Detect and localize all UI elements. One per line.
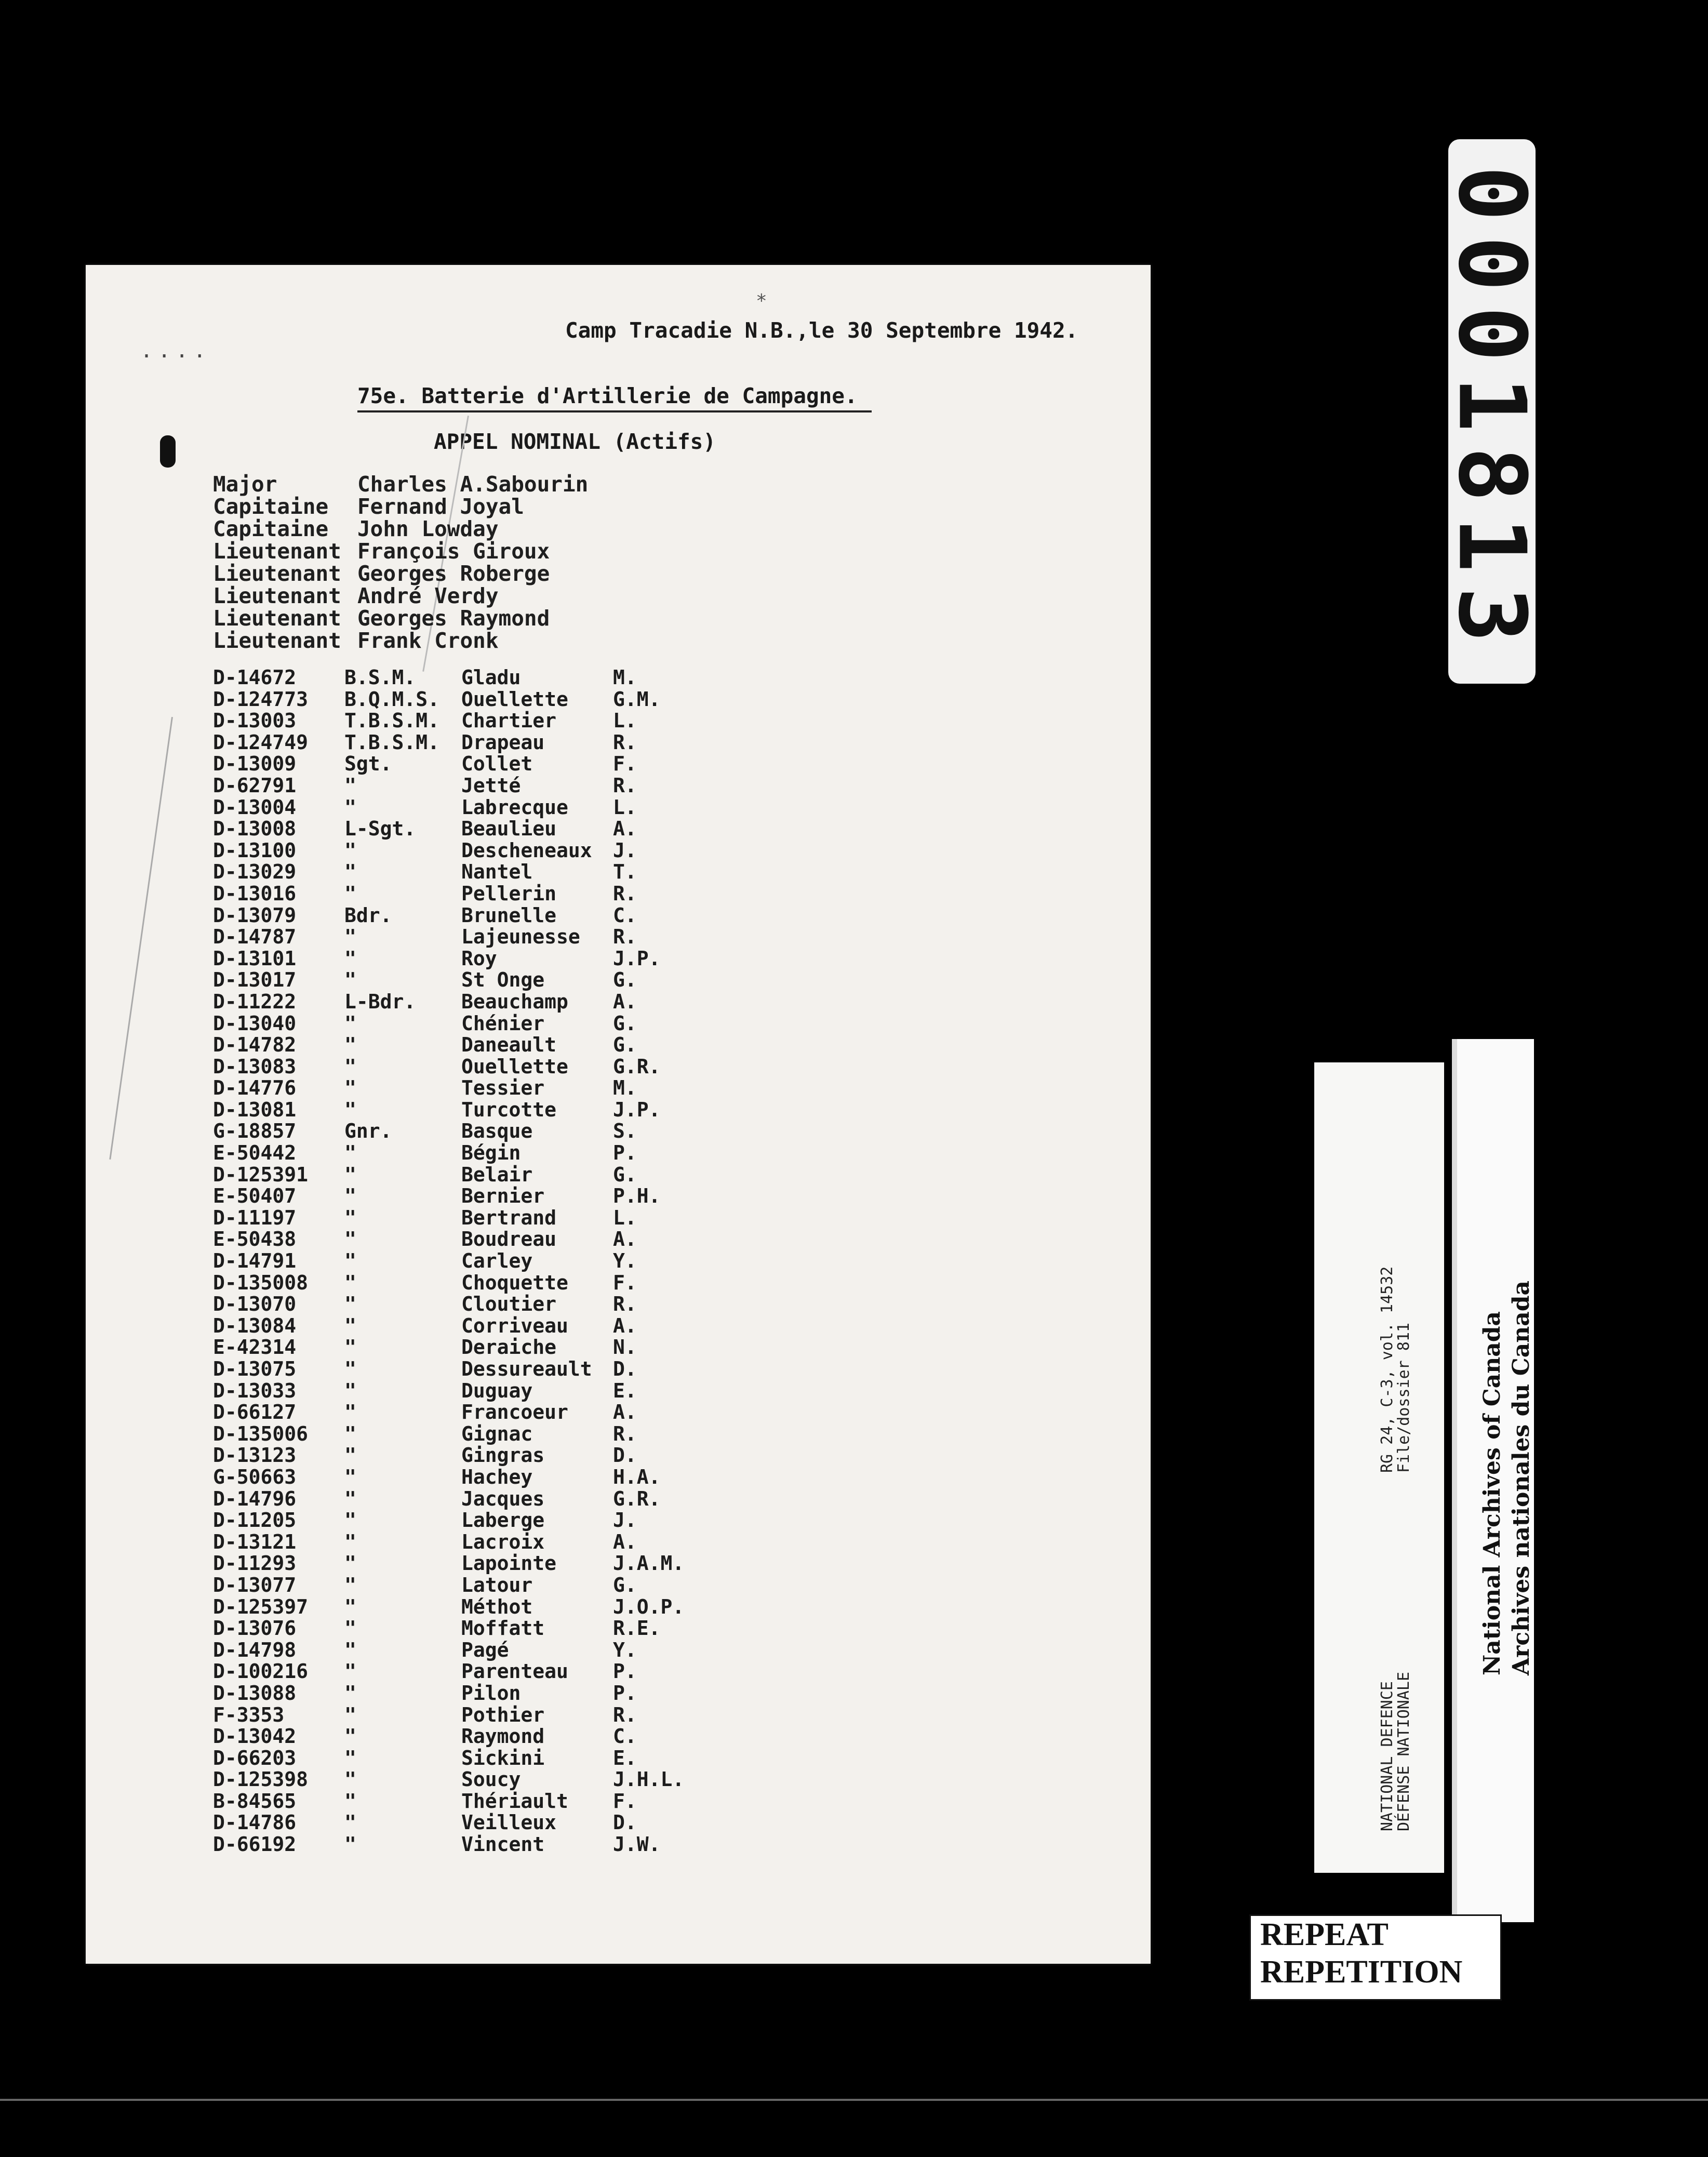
reference-label [1314, 1062, 1444, 1873]
surname: Beaulieu [461, 817, 557, 841]
surname: Gladu [461, 666, 521, 689]
officer-rank: Capitaine [213, 516, 329, 541]
rank: T.B.S.M. [344, 730, 440, 754]
repeat-line-1: REPEAT [1260, 1917, 1389, 1952]
surname: Bégin [461, 1141, 521, 1165]
surname: Ouellette [461, 687, 568, 711]
surname: Francoeur [461, 1401, 568, 1424]
rank: " [344, 1271, 356, 1294]
rank: " [344, 1573, 356, 1596]
unit-underline [357, 410, 872, 412]
service-number: F-3353 [213, 1703, 285, 1726]
rank: " [344, 774, 356, 797]
initials: G. [613, 1573, 637, 1596]
reference-label-department: NATIONAL DEFENCE DÉFENSE NATIONALE [1378, 1671, 1413, 1831]
service-number: D-13101 [213, 947, 297, 970]
surname: Ouellette [461, 1055, 568, 1078]
initials: Y. [613, 1638, 637, 1661]
surname: Deraiche [461, 1336, 557, 1359]
rank: " [344, 1249, 356, 1273]
service-number: D-11205 [213, 1509, 297, 1532]
margin-dots: .... [140, 339, 211, 363]
surname: Sickini [461, 1746, 545, 1769]
surname: Choquette [461, 1271, 568, 1294]
initials: R. [613, 882, 637, 905]
surname: Daneault [461, 1033, 557, 1057]
rank: " [344, 1055, 356, 1078]
service-number: D-13042 [213, 1725, 297, 1748]
initials: P. [613, 1681, 637, 1705]
rank: " [344, 1379, 356, 1402]
pin-mark: * [756, 290, 767, 312]
surname: Moffatt [461, 1617, 545, 1640]
initials: M. [613, 1076, 637, 1100]
rank: " [344, 1033, 356, 1057]
rank: " [344, 1184, 356, 1208]
rank: " [344, 1638, 356, 1661]
service-number: D-14791 [213, 1249, 297, 1273]
officer-rank: Major [213, 472, 277, 497]
initials: C. [613, 903, 637, 927]
service-number: D-66192 [213, 1833, 297, 1856]
service-number: D-13084 [213, 1314, 297, 1337]
rank: " [344, 1076, 356, 1100]
rank: " [344, 882, 356, 905]
surname: Veilleux [461, 1811, 557, 1834]
officer-name: François Giroux [357, 539, 550, 564]
initials: J. [613, 838, 637, 862]
frame-number-stamp [1438, 139, 1546, 684]
service-number: D-13009 [213, 752, 297, 776]
rank: " [344, 1552, 356, 1575]
rank: " [344, 1487, 356, 1510]
rank: T.B.S.M. [344, 709, 440, 733]
surname: Soucy [461, 1768, 521, 1791]
initials: G.R. [613, 1487, 661, 1510]
initials: J.W. [613, 1833, 661, 1856]
surname: Boudreau [461, 1228, 557, 1251]
surname: Collet [461, 752, 533, 776]
initials: N. [613, 1336, 637, 1359]
initials: R. [613, 730, 637, 754]
initials: G.R. [613, 1055, 661, 1078]
rank: " [344, 860, 356, 884]
surname: Basque [461, 1120, 533, 1143]
rank: " [344, 1293, 356, 1316]
officer-name: John Lowday [357, 516, 499, 541]
initials: L. [613, 795, 637, 819]
service-number: D-13081 [213, 1098, 297, 1121]
rank: " [344, 1228, 356, 1251]
repeat-line-2: REPETITION [1260, 1954, 1463, 1990]
rank: " [344, 1530, 356, 1553]
surname: Pellerin [461, 882, 557, 905]
rank: " [344, 1336, 356, 1359]
surname: Turcotte [461, 1098, 557, 1121]
service-number: D-14672 [213, 666, 297, 689]
surname: Thériault [461, 1789, 568, 1813]
service-number: D-125391 [213, 1163, 309, 1186]
officer-name: Georges Roberge [357, 561, 550, 586]
initials: D. [613, 1357, 637, 1380]
officer-name: Frank Cronk [357, 628, 499, 653]
rank: " [344, 1422, 356, 1445]
officer-rank: Lieutenant [213, 606, 341, 631]
service-number: E-50438 [213, 1228, 297, 1251]
surname: Gignac [461, 1422, 533, 1445]
service-number: D-13070 [213, 1293, 297, 1316]
initials: E. [613, 1379, 637, 1402]
service-number: D-13040 [213, 1011, 297, 1035]
repeat-stamp [1249, 1914, 1502, 2001]
surname: Lapointe [461, 1552, 557, 1575]
service-number: E-42314 [213, 1336, 297, 1359]
service-number: D-13083 [213, 1055, 297, 1078]
rank: B.S.M. [344, 666, 416, 689]
service-number: D-13003 [213, 709, 297, 733]
surname: Beauchamp [461, 990, 568, 1013]
officer-name: Georges Raymond [357, 606, 550, 631]
surname: Latour [461, 1573, 533, 1596]
service-number: D-13121 [213, 1530, 297, 1553]
rank: " [344, 1163, 356, 1186]
rank: " [344, 1595, 356, 1618]
surname: Carley [461, 1249, 533, 1273]
service-number: D-13004 [213, 795, 297, 819]
rank: B.Q.M.S. [344, 687, 440, 711]
initials: F. [613, 1271, 637, 1294]
surname: Belair [461, 1163, 533, 1186]
service-number: D-124749 [213, 730, 309, 754]
service-number: D-14796 [213, 1487, 297, 1510]
surname: Bertrand [461, 1206, 557, 1229]
service-number: D-14787 [213, 925, 297, 949]
officer-rank: Lieutenant [213, 583, 341, 608]
surname: Lacroix [461, 1530, 545, 1553]
service-number: D-11222 [213, 990, 297, 1013]
officer-rank: Capitaine [213, 494, 329, 519]
initials: R. [613, 1703, 637, 1726]
service-number: D-13016 [213, 882, 297, 905]
service-number: D-66203 [213, 1746, 297, 1769]
initials: F. [613, 752, 637, 776]
surname: Hachey [461, 1465, 533, 1488]
initials: R. [613, 1422, 637, 1445]
service-number: D-13100 [213, 838, 297, 862]
service-number: D-14782 [213, 1033, 297, 1057]
surname: Laberge [461, 1509, 545, 1532]
officer-name: Charles A.Sabourin [357, 472, 589, 497]
dateline: Camp Tracadie N.B.,le 30 Septembre 1942. [565, 318, 1078, 343]
service-number: B-84565 [213, 1789, 297, 1813]
service-number: D-13033 [213, 1379, 297, 1402]
rank: Bdr. [344, 903, 392, 927]
rank: " [344, 1314, 356, 1337]
rank: L-Sgt. [344, 817, 416, 841]
initials: R. [613, 925, 637, 949]
rank: " [344, 1703, 356, 1726]
service-number: D-125398 [213, 1768, 309, 1791]
surname: Descheneaux [461, 838, 592, 862]
surname: Chartier [461, 709, 557, 733]
reference-label-file: RG 24, C-3, vol. 14532 File/dossier 811 [1378, 1266, 1413, 1473]
service-number: D-13076 [213, 1617, 297, 1640]
initials: G. [613, 1011, 637, 1035]
surname: Jetté [461, 774, 521, 797]
rank: " [344, 1206, 356, 1229]
initials: L. [613, 1206, 637, 1229]
service-number: D-66127 [213, 1401, 297, 1424]
archive-label-text: National Archives of Canada Archives nationales du Canada [1479, 1280, 1534, 1675]
rank: L-Bdr. [344, 990, 416, 1013]
initials: P.H. [613, 1184, 661, 1208]
service-number: G-18857 [213, 1120, 297, 1143]
rank: " [344, 925, 356, 949]
initials: L. [613, 709, 637, 733]
service-number: D-13008 [213, 817, 297, 841]
unit-title: 75e. Batterie d'Artillerie de Campagne. [357, 383, 858, 408]
initials: J.O.P. [613, 1595, 685, 1618]
initials: F. [613, 1789, 637, 1813]
surname: Duguay [461, 1379, 533, 1402]
rank: " [344, 947, 356, 970]
rank: " [344, 1011, 356, 1035]
rank: " [344, 838, 356, 862]
initials: G.M. [613, 687, 661, 711]
initials: G. [613, 968, 637, 992]
rank: " [344, 1444, 356, 1467]
rank: " [344, 1789, 356, 1813]
surname: Vincent [461, 1833, 545, 1856]
surname: Pothier [461, 1703, 545, 1726]
initials: A. [613, 1530, 637, 1553]
initials: A. [613, 1228, 637, 1251]
service-number: D-100216 [213, 1660, 309, 1683]
service-number: D-11197 [213, 1206, 297, 1229]
service-number: E-50442 [213, 1141, 297, 1165]
initials: E. [613, 1746, 637, 1769]
surname: Labrecque [461, 795, 568, 819]
officer-name: André Verdy [357, 583, 499, 608]
initials: S. [613, 1120, 637, 1143]
surname: Brunelle [461, 903, 557, 927]
service-number: D-62791 [213, 774, 297, 797]
service-number: D-13017 [213, 968, 297, 992]
initials: J.P. [613, 947, 661, 970]
service-number: D-14798 [213, 1638, 297, 1661]
initials: A. [613, 817, 637, 841]
initials: A. [613, 990, 637, 1013]
surname: Bernier [461, 1184, 545, 1208]
surname: Drapeau [461, 730, 545, 754]
surname: Corriveau [461, 1314, 568, 1337]
surname: Jacques [461, 1487, 545, 1510]
initials: R. [613, 774, 637, 797]
service-number: D-13123 [213, 1444, 297, 1467]
service-number: D-11293 [213, 1552, 297, 1575]
initials: J.H.L. [613, 1768, 685, 1791]
service-number: D-124773 [213, 687, 309, 711]
officer-rank: Lieutenant [213, 539, 341, 564]
rank: " [344, 1098, 356, 1121]
surname: Gingras [461, 1444, 545, 1467]
surname: Pilon [461, 1681, 521, 1705]
rank: " [344, 1617, 356, 1640]
punch-hole [160, 435, 176, 468]
rank: " [344, 1141, 356, 1165]
service-number: D-135008 [213, 1271, 309, 1294]
surname: Cloutier [461, 1293, 557, 1316]
service-number: D-13079 [213, 903, 297, 927]
initials: Y. [613, 1249, 637, 1273]
initials: M. [613, 666, 637, 689]
initials: R. [613, 1293, 637, 1316]
initials: A. [613, 1401, 637, 1424]
initials: P. [613, 1141, 637, 1165]
rank: " [344, 1401, 356, 1424]
rank: " [344, 1746, 356, 1769]
officer-name: Fernand Joyal [357, 494, 524, 519]
surname: Raymond [461, 1725, 545, 1748]
initials: J.P. [613, 1098, 661, 1121]
rank: Sgt. [344, 752, 392, 776]
rank: " [344, 1768, 356, 1791]
service-number: D-135006 [213, 1422, 309, 1445]
initials: J. [613, 1509, 637, 1532]
surname: Chénier [461, 1011, 545, 1035]
archive-label [1452, 1039, 1534, 1922]
rank: " [344, 1811, 356, 1834]
initials: J.A.M. [613, 1552, 685, 1575]
service-number: D-13077 [213, 1573, 297, 1596]
surname: Pagé [461, 1638, 509, 1661]
rank: " [344, 1509, 356, 1532]
surname: Méthot [461, 1595, 533, 1618]
rank: " [344, 795, 356, 819]
rank: " [344, 1833, 356, 1856]
initials: G. [613, 1033, 637, 1057]
rank: " [344, 1725, 356, 1748]
initials: H.A. [613, 1465, 661, 1488]
service-number: D-14776 [213, 1076, 297, 1100]
service-number: D-13029 [213, 860, 297, 884]
initials: C. [613, 1725, 637, 1748]
surname: Dessureault [461, 1357, 592, 1380]
rank: " [344, 968, 356, 992]
surname: Tessier [461, 1076, 545, 1100]
service-number: D-13088 [213, 1681, 297, 1705]
roll-heading: APPEL NOMINAL (Actifs) [434, 429, 716, 454]
service-number: G-50663 [213, 1465, 297, 1488]
initials: T. [613, 860, 637, 884]
initials: A. [613, 1314, 637, 1337]
officer-rank: Lieutenant [213, 628, 341, 653]
rank: " [344, 1465, 356, 1488]
surname: Roy [461, 947, 497, 970]
service-number: D-14786 [213, 1811, 297, 1834]
surname: Nantel [461, 860, 533, 884]
surname: St Onge [461, 968, 545, 992]
initials: D. [613, 1811, 637, 1834]
initials: P. [613, 1660, 637, 1683]
service-number: D-13075 [213, 1357, 297, 1380]
service-number: D-125397 [213, 1595, 309, 1618]
initials: R.E. [613, 1617, 661, 1640]
initials: G. [613, 1163, 637, 1186]
service-number: E-50407 [213, 1184, 297, 1208]
frame-number: 0001813 [1438, 165, 1546, 658]
surname: Parenteau [461, 1660, 568, 1683]
rank: " [344, 1681, 356, 1705]
surname: Lajeunesse [461, 925, 580, 949]
officer-rank: Lieutenant [213, 561, 341, 586]
initials: D. [613, 1444, 637, 1467]
rank: Gnr. [344, 1120, 392, 1143]
rank: " [344, 1660, 356, 1683]
frame-border [0, 2099, 1708, 2101]
rank: " [344, 1357, 356, 1380]
